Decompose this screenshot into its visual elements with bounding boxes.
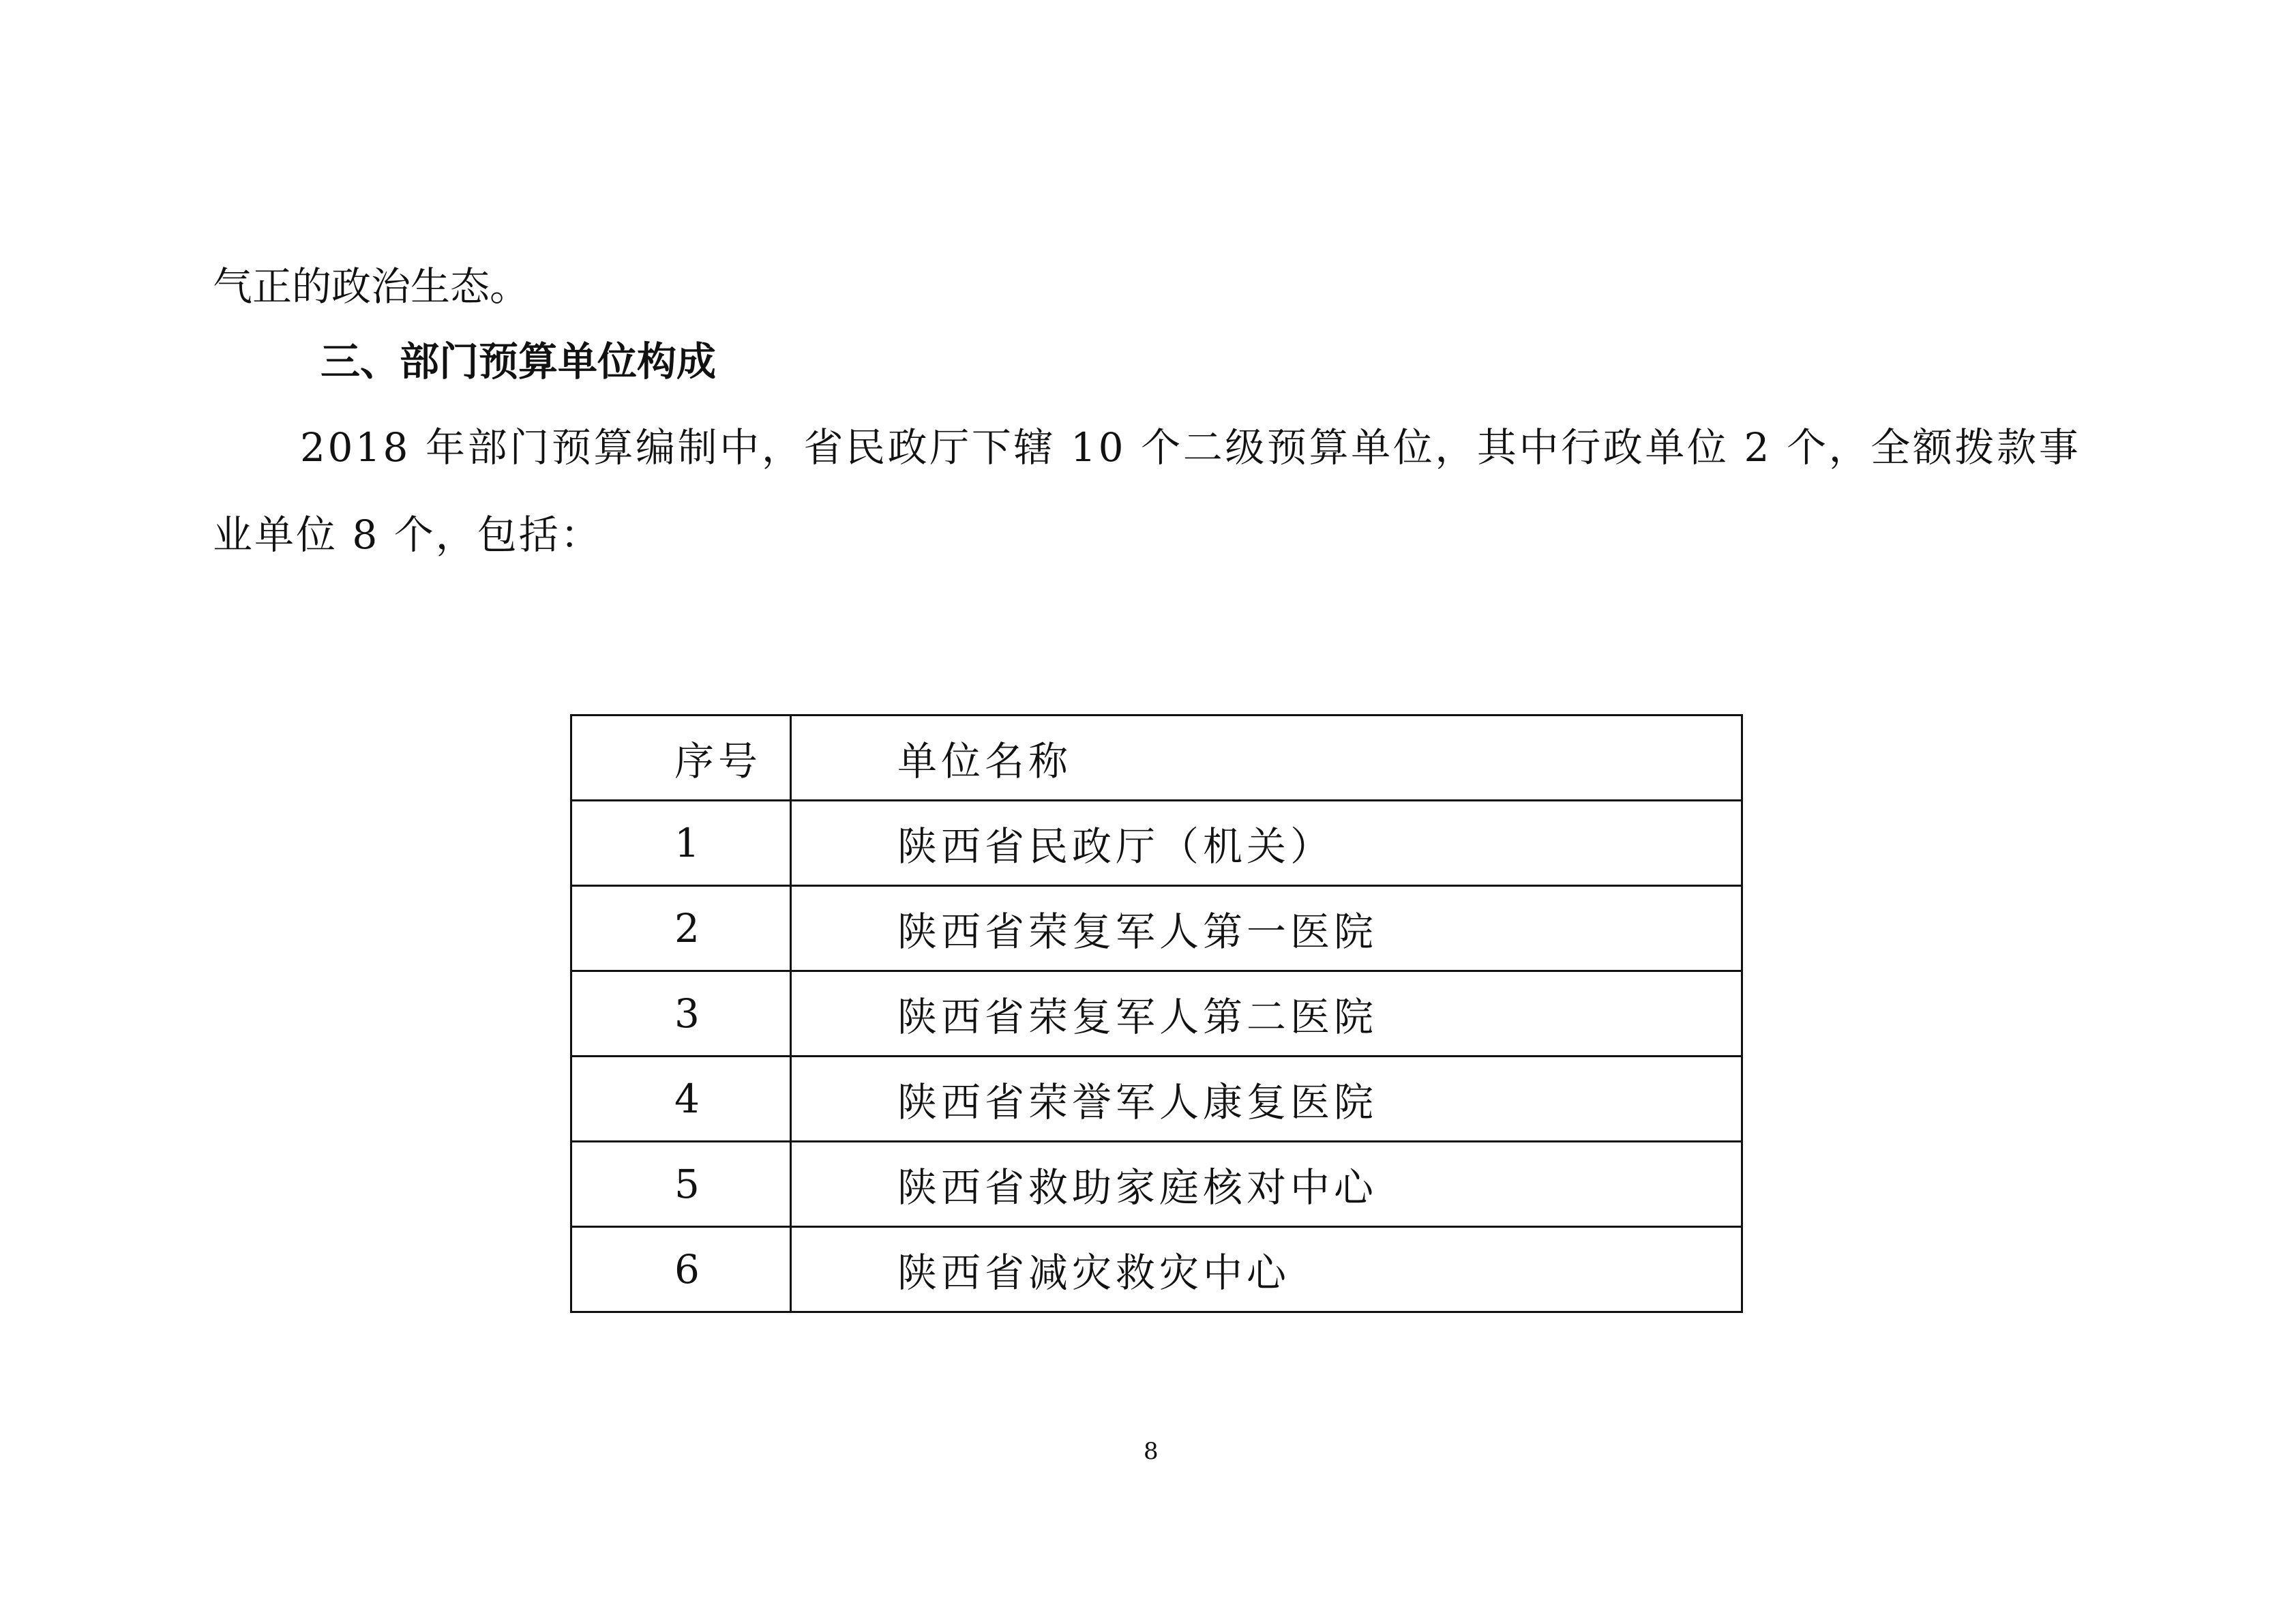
header-unit-name: 单位名称 bbox=[791, 715, 1742, 801]
table-row bbox=[571, 971, 1742, 1057]
row-seq: 5 bbox=[571, 1142, 791, 1227]
table-row bbox=[571, 1057, 1742, 1142]
row-seq: 3 bbox=[571, 971, 791, 1057]
paragraph-line-2: 业单位 8 个，包括： bbox=[213, 512, 602, 558]
paragraph-continuation: 气正的政治生态。 bbox=[213, 263, 530, 310]
table-header-row bbox=[571, 715, 1742, 801]
row-unit-name: 陕西省减灾救灾中心 bbox=[791, 1227, 1742, 1312]
row-unit-name: 陕西省荣复军人第一医院 bbox=[791, 886, 1742, 971]
row-unit-name: 陕西省荣誉军人康复医院 bbox=[791, 1057, 1742, 1142]
row-unit-name: 陕西省救助家庭核对中心 bbox=[791, 1142, 1742, 1227]
row-unit-name: 陕西省民政厅（机关） bbox=[791, 801, 1742, 886]
page-number: 8 bbox=[1144, 1438, 1159, 1465]
paragraph-line-1: 2018 年部门预算编制中，省民政厅下辖 10 个二级预算单位，其中行政单位 2 个，全额拨款事 bbox=[300, 424, 2081, 471]
row-seq: 1 bbox=[571, 801, 791, 886]
row-seq: 6 bbox=[571, 1227, 791, 1312]
section-heading: 三、部门预算单位构成 bbox=[320, 338, 717, 385]
budget-units-table bbox=[570, 714, 1743, 1313]
row-seq: 2 bbox=[571, 886, 791, 971]
header-seq: 序号 bbox=[571, 715, 791, 801]
row-unit-name: 陕西省荣复军人第二医院 bbox=[791, 971, 1742, 1057]
table-row bbox=[571, 801, 1742, 886]
row-seq: 4 bbox=[571, 1057, 791, 1142]
table-row bbox=[571, 886, 1742, 971]
table-row bbox=[571, 1142, 1742, 1227]
table-row bbox=[571, 1227, 1742, 1312]
